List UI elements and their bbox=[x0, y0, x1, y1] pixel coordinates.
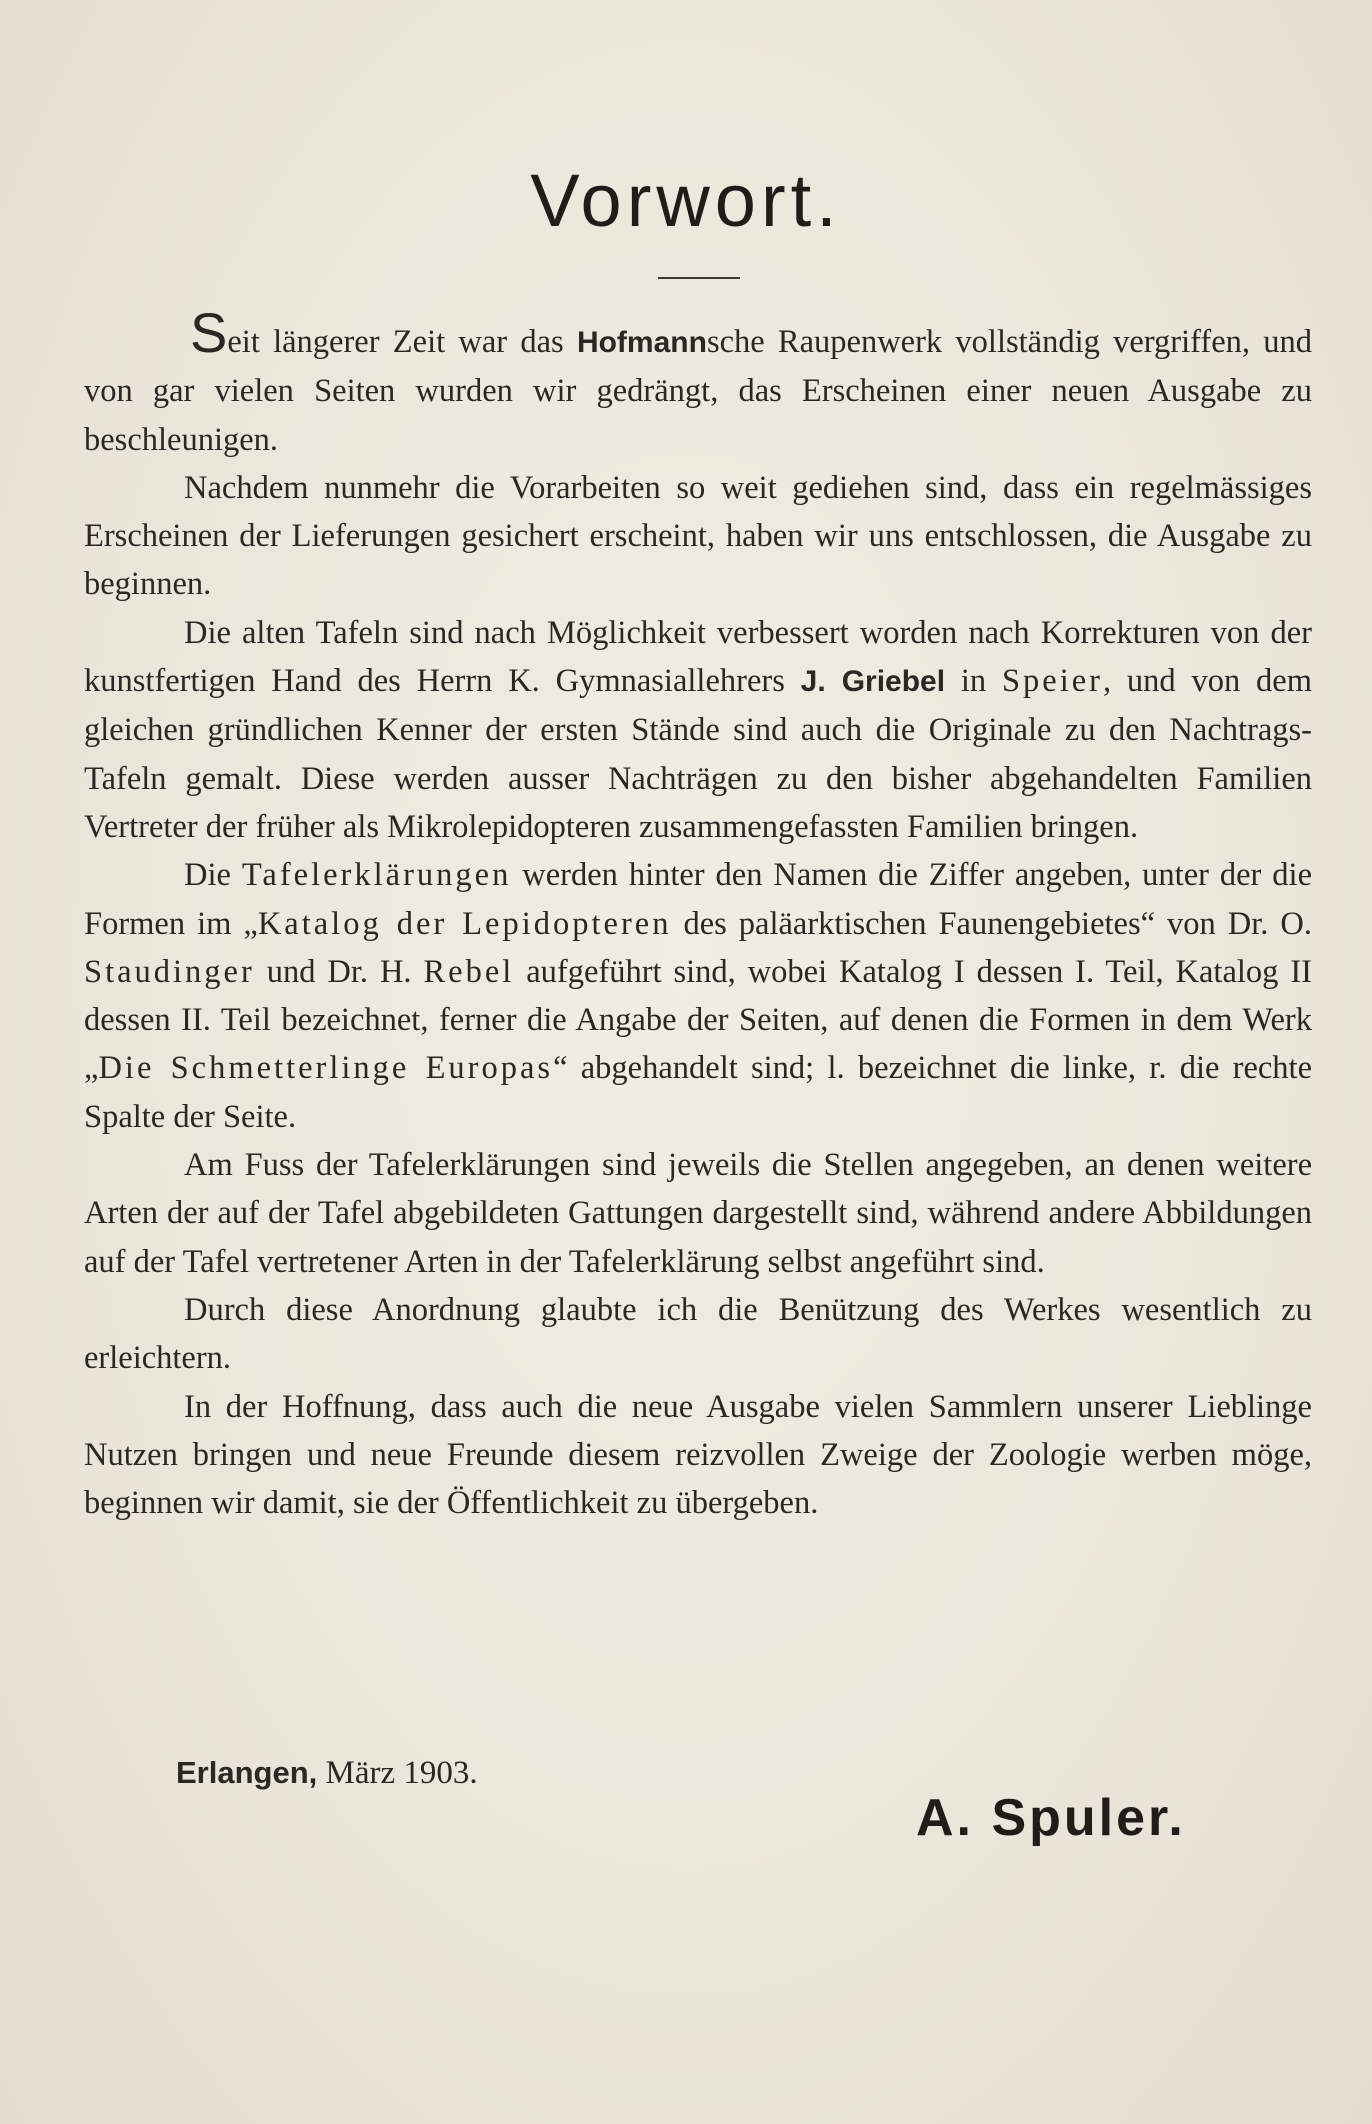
name-hofmann: Hofmann bbox=[576, 326, 707, 359]
paragraph-4-text-c: des paläarktischen Faunengebietes“ von Dr. O. bbox=[671, 905, 1313, 942]
place-date-line bbox=[176, 1755, 478, 1792]
paragraph-4-text-a: Die bbox=[184, 857, 242, 894]
paragraph-3-text-a: Die alten Tafeln sind nach Möglichkeit verbessert worden nach Korrekturen von der kunstfertigen Hand des Herrn K. Gymnasiallehrers bbox=[84, 614, 1312, 700]
paragraph-4-text-b: werden hinter den Namen die Ziffer angeben, unter der die Formen im „ bbox=[84, 857, 1312, 942]
paragraph-2: Nachdem nunmehr die Vorarbeiten so weit gediehen sind, dass ein regelmässiges Erscheinen der Lieferungen gesichert erscheint, haben wir uns entschlossen, die Ausgabe zu beginnen. bbox=[84, 469, 1312, 603]
drop-cap: S bbox=[190, 301, 228, 364]
paragraph-4-text-f: “ abgehandelt sind; l. bezeichnet die linke, r. die rechte Spalte der Seite. bbox=[84, 1050, 1313, 1135]
date: März 1903. bbox=[325, 1755, 478, 1791]
name-rebel: Rebel bbox=[423, 953, 515, 990]
title-schmetterlinge: Die Schmetterlinge Europas bbox=[98, 1050, 554, 1087]
paragraph-4 bbox=[84, 851, 1312, 1141]
name-griebel: J. Griebel bbox=[800, 665, 946, 699]
preface-text bbox=[84, 301, 1313, 1527]
paragraph-4-text-d: und Dr. H. bbox=[254, 953, 424, 990]
paragraph-7: In der Hoffnung, dass auch die neue Ausgabe vielen Sammlern unserer Lieblinge Nutzen bringen und neue Freunde diesem reizvollen Zweige der Zoologie werben möge, beginnen wir damit, sie der Öffentlichkeit zu übergeben. bbox=[84, 1388, 1312, 1522]
place-name: Erlangen, bbox=[176, 1755, 318, 1790]
paragraph-1 bbox=[84, 301, 1313, 464]
paragraph-1-text-a: eit längerer Zeit war das bbox=[227, 324, 577, 360]
paragraph-3-text-b: in bbox=[945, 663, 1002, 700]
page-title: Vorwort. bbox=[530, 159, 842, 242]
paragraph-1-text-b: sche Raupenwerk vollständig vergriffen, und von gar vielen Seiten wurden wir gedrängt, das Erscheinen einer neuen Ausgabe zu beschleunigen. bbox=[84, 324, 1313, 458]
name-staudinger: Staudinger bbox=[84, 953, 255, 990]
title-divider bbox=[658, 277, 740, 279]
title-katalog: Katalog der Lepidopteren bbox=[257, 905, 672, 942]
paragraph-6: Durch diese Anordnung glaubte ich die Benützung des Werkes wesentlich zu erleichtern. bbox=[84, 1291, 1312, 1377]
author-signature: A. Spuler. bbox=[916, 1789, 1186, 1847]
paragraph-5: Am Fuss der Tafelerklärungen sind jeweils die Stellen angegeben, an denen weitere Arten der auf der Tafel abgebildeten Gattungen dargestellt sind, während andere Abbildungen auf der Tafel vertretener Arten in der Tafelerklärung selbst angeführt sind. bbox=[84, 1147, 1312, 1280]
paragraph-3-text-c: , und von dem gleichen gründlichen Kenner der ersten Stände sind auch die Originale zu den Nachtrags-Tafeln gemalt. Diese werden ausser Nachträgen zu den bisher abgehandelten Familien Vertreter der früher als Mikrolepidopteren zusammengefassten Familien bringen. bbox=[84, 663, 1312, 845]
place-speier: Speier bbox=[1001, 663, 1103, 700]
paragraph-4-text-e: aufgeführt sind, wobei Katalog I dessen I. Teil, Katalog II dessen II. Teil bezeichnet, ferner die Angabe der Seiten, auf denen die Formen in dem Werk „ bbox=[84, 953, 1312, 1087]
term-tafelerklaerungen: Tafelerklärungen bbox=[241, 857, 512, 894]
paragraph-3 bbox=[84, 609, 1312, 851]
